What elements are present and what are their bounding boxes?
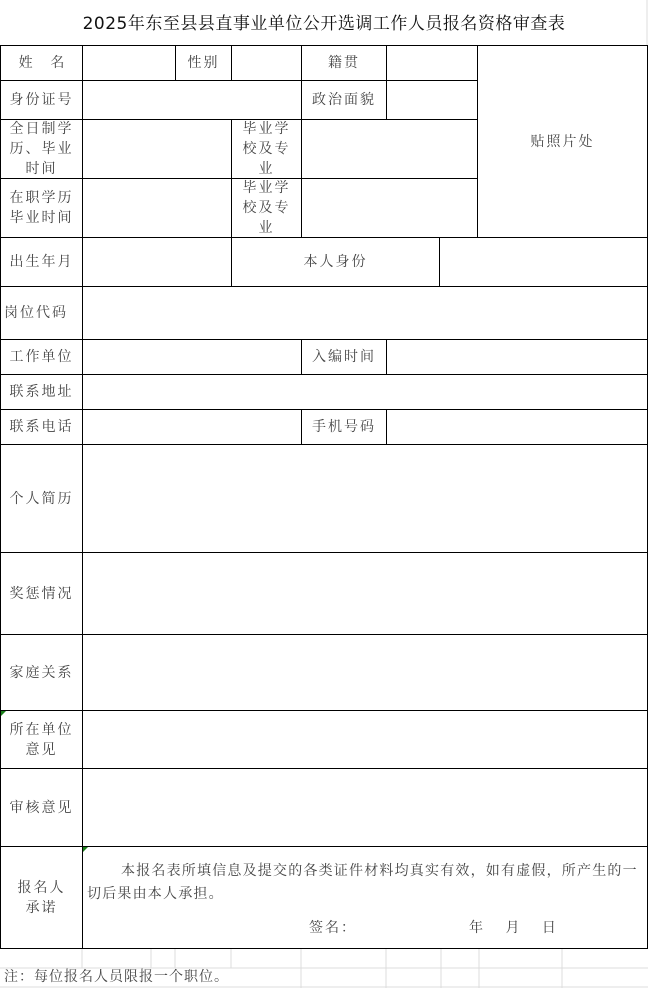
label-political-status: 政治面貌 xyxy=(301,80,387,120)
input-birth-date[interactable] xyxy=(82,237,232,287)
input-work-unit[interactable] xyxy=(82,339,302,375)
pledge-text: 本报名表所填信息及提交的各类证件材料均真实有效，如有虚假，所产生的一切后果由本人承担。 xyxy=(87,863,638,902)
label-rewards: 奖惩情况 xyxy=(0,552,83,635)
date-label[interactable]: 年 月 日 xyxy=(469,920,556,936)
signature-label[interactable]: 签名： xyxy=(309,920,357,936)
input-id-number[interactable] xyxy=(82,80,302,120)
label-work-unit: 工作单位 xyxy=(0,339,83,375)
label-graduate-school-2: 毕业学校及专业 xyxy=(231,178,302,238)
footnote: 注：每位报名人员限报一个职位。 xyxy=(4,969,229,985)
input-position-code[interactable] xyxy=(82,286,648,340)
label-address: 联系地址 xyxy=(0,374,83,410)
label-review-opinion: 审核意见 xyxy=(0,768,83,847)
photo-placeholder[interactable]: 贴照片处 xyxy=(477,45,648,238)
input-phone[interactable] xyxy=(82,409,302,445)
label-native-place: 籍贯 xyxy=(301,45,387,81)
input-family[interactable] xyxy=(82,634,648,711)
label-unit-opinion: 所在单位意见 xyxy=(0,710,83,769)
label-position-code: 岗位代码 xyxy=(0,286,83,340)
input-native-place[interactable] xyxy=(386,45,478,81)
input-mobile[interactable] xyxy=(386,409,648,445)
input-political-status[interactable] xyxy=(386,80,478,120)
input-fulltime-education[interactable] xyxy=(82,119,232,179)
input-unit-opinion[interactable] xyxy=(82,710,648,769)
cell-comment-marker xyxy=(1,711,6,716)
input-rewards[interactable] xyxy=(82,552,648,635)
input-name[interactable] xyxy=(82,45,176,81)
input-graduate-school-2[interactable] xyxy=(301,178,478,238)
label-birth-date: 出生年月 xyxy=(0,237,83,287)
label-pledge: 报名人承诺 xyxy=(0,846,83,949)
label-id-number: 身份证号 xyxy=(0,80,83,120)
label-phone: 联系电话 xyxy=(0,409,83,445)
label-enroll-time: 入编时间 xyxy=(301,339,387,375)
label-fulltime-education: 全日制学历、毕业时间 xyxy=(0,119,83,179)
pledge-cell xyxy=(82,846,648,949)
label-name: 姓 名 xyxy=(0,45,83,81)
input-identity[interactable] xyxy=(439,237,648,287)
input-gender[interactable] xyxy=(231,45,302,81)
input-address[interactable] xyxy=(82,374,648,410)
label-identity: 本人身份 xyxy=(231,237,440,287)
input-inservice-education[interactable] xyxy=(82,178,232,238)
cell-comment-marker xyxy=(83,847,88,852)
input-resume[interactable] xyxy=(82,444,648,553)
label-gender: 性别 xyxy=(175,45,232,81)
label-mobile: 手机号码 xyxy=(301,409,387,445)
label-resume: 个人简历 xyxy=(0,444,83,553)
label-family: 家庭关系 xyxy=(0,634,83,711)
form-title: 2025年东至县县直事业单位公开选调工作人员报名资格审查表 xyxy=(82,14,566,34)
label-graduate-school-1: 毕业学校及专业 xyxy=(231,119,302,179)
input-review-opinion[interactable] xyxy=(82,768,648,847)
input-enroll-time[interactable] xyxy=(386,339,648,375)
label-inservice-education: 在职学历毕业时间 xyxy=(0,178,83,238)
input-graduate-school-1[interactable] xyxy=(301,119,478,179)
